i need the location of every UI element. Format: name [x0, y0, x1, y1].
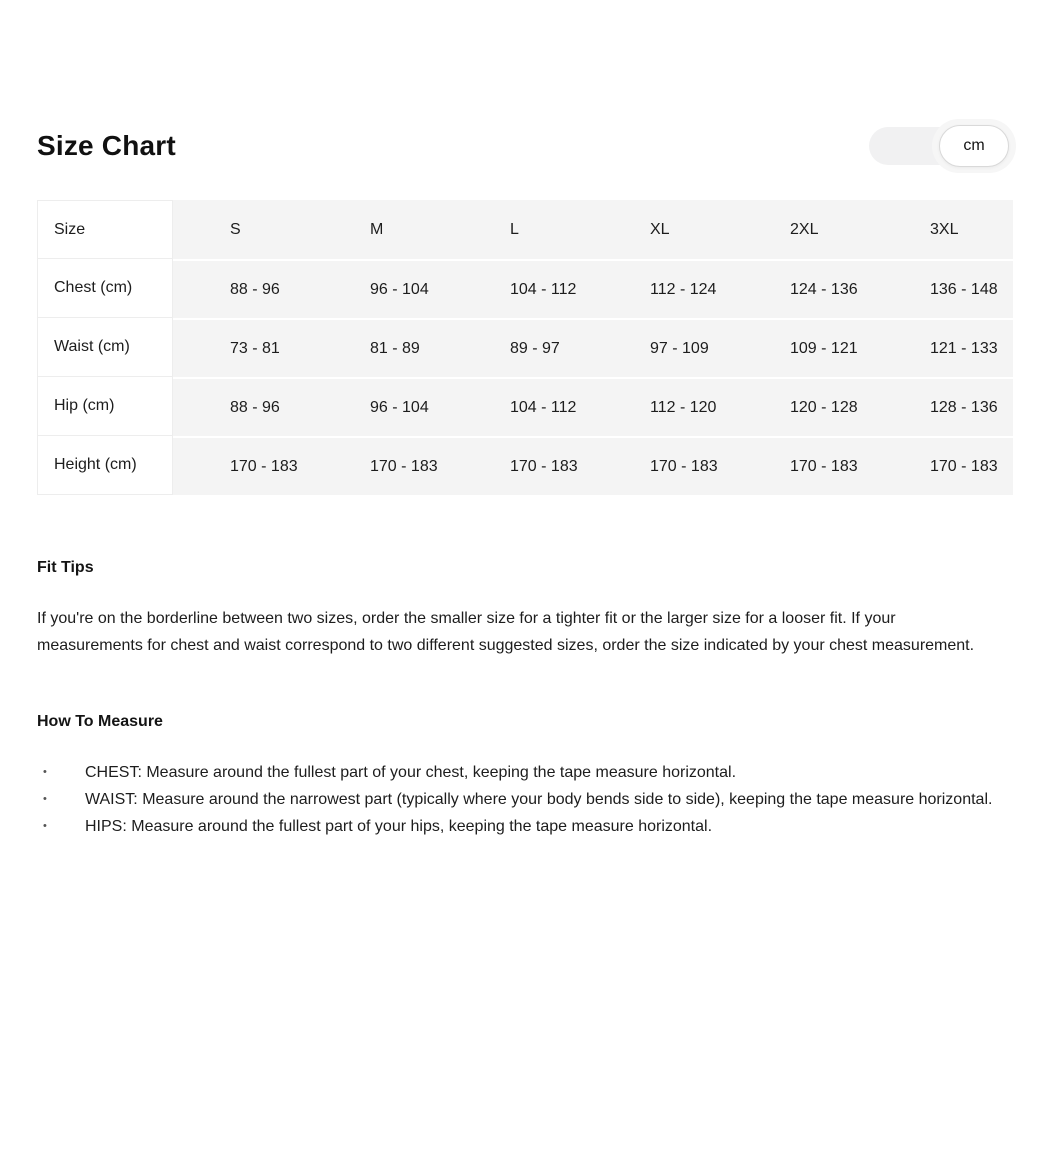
table-cell: 97 - 109 — [593, 318, 733, 377]
table-column-header: S — [173, 200, 313, 259]
size-chart-page — [37, 118, 1013, 840]
table-cell: 136 - 148 — [873, 259, 1013, 318]
table-row-header: Size — [37, 200, 173, 259]
unit-toggle-label: cm — [939, 125, 1009, 167]
table-row-header: Chest (cm) — [37, 259, 173, 318]
table-cell: 170 - 183 — [313, 436, 453, 495]
how-to-measure-heading: How To Measure — [37, 713, 163, 730]
table-cell: 104 - 112 — [453, 377, 593, 436]
table-row-header: Height (cm) — [37, 436, 173, 495]
table-cell: 170 - 183 — [733, 436, 873, 495]
table-cell: 88 - 96 — [173, 259, 313, 318]
table-cell: 170 - 183 — [873, 436, 1013, 495]
table-cell: 109 - 121 — [733, 318, 873, 377]
table-cell: 96 - 104 — [313, 259, 453, 318]
fit-tips-heading: Fit Tips — [37, 559, 94, 576]
measure-list-item: • WAIST: Measure around the narrowest part (typically where your body bends side to side), keeping the tape measure horizontal. — [37, 786, 1005, 813]
table-cell: 170 - 183 — [593, 436, 733, 495]
table-cell: 104 - 112 — [453, 259, 593, 318]
measure-list-item: • CHEST: Measure around the fullest part of your chest, keeping the tape measure horizontal. — [37, 759, 1005, 786]
table-cell: 73 - 81 — [173, 318, 313, 377]
table-cell: 96 - 104 — [313, 377, 453, 436]
table-cell: 112 - 120 — [593, 377, 733, 436]
table-cell: 121 - 133 — [873, 318, 1013, 377]
table-cell: 128 - 136 — [873, 377, 1013, 436]
fit-tips-body: If you're on the borderline between two sizes, order the smaller size for a tighter fit or the larger size for a looser fit. If your measurements for chest and waist correspond to two different suggested sizes, order the size indicated by your chest measurement. — [37, 610, 975, 654]
how-to-measure-list — [37, 759, 1005, 840]
unit-toggle-knob[interactable] — [932, 119, 1016, 173]
table-column-header: XL — [593, 200, 733, 259]
table-cell: 170 - 183 — [453, 436, 593, 495]
table-cell: 112 - 124 — [593, 259, 733, 318]
size-table — [37, 200, 1013, 495]
measure-list-item: • HIPS: Measure around the fullest part of your hips, keeping the tape measure horizontal. — [37, 813, 1005, 840]
table-cell: 120 - 128 — [733, 377, 873, 436]
table-column-header: 2XL — [733, 200, 873, 259]
unit-toggle[interactable] — [869, 127, 1009, 165]
table-cell: 124 - 136 — [733, 259, 873, 318]
table-column-header: L — [453, 200, 593, 259]
table-cell: 170 - 183 — [173, 436, 313, 495]
table-column-header: M — [313, 200, 453, 259]
table-cell: 89 - 97 — [453, 318, 593, 377]
page-title: Size Chart — [37, 130, 176, 161]
table-row-header: Waist (cm) — [37, 318, 173, 377]
table-cell: 81 - 89 — [313, 318, 453, 377]
table-column-header: 3XL — [873, 200, 1013, 259]
page-header — [37, 118, 1013, 174]
table-row-header: Hip (cm) — [37, 377, 173, 436]
table-cell: 88 - 96 — [173, 377, 313, 436]
